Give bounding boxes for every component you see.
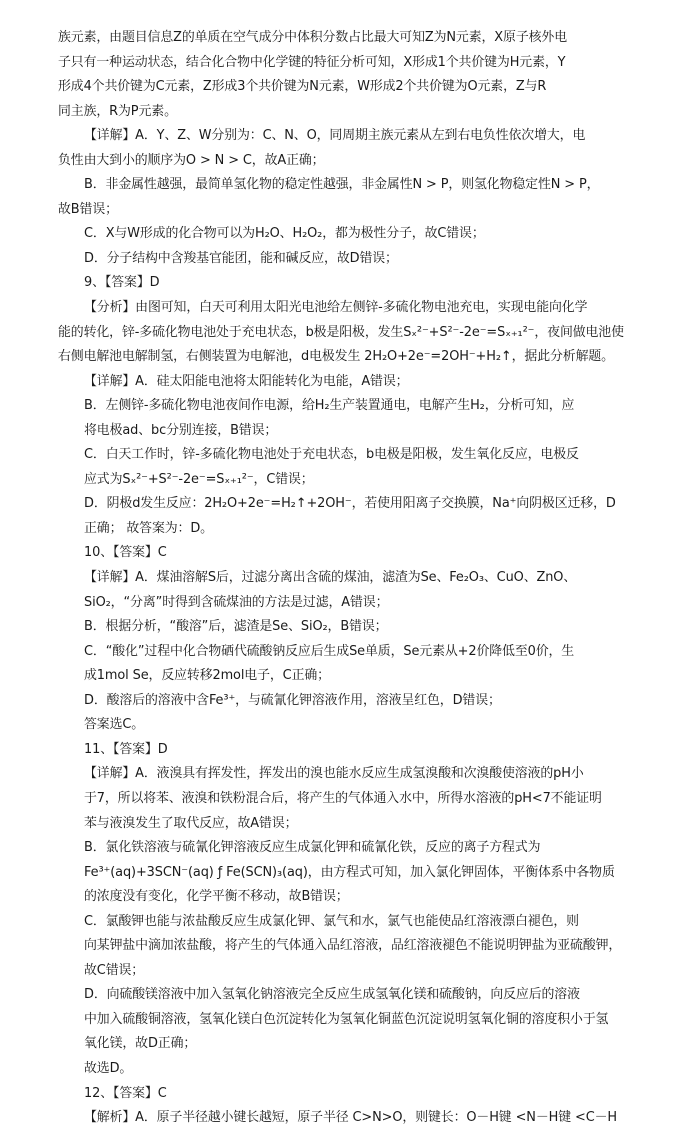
text-line: 【分析】由图可知，白天可利用太阳光电池给左侧锌-多硫化物电池充电，实现电能向化学 [84,300,588,316]
text-line: C．“酸化”过程中化合物硒代硫酸钠反应后生成Se单质，Se元素从+2价降低至0价，生 [84,643,575,659]
text-line: B．根据分析，“酸溶”后，滤渣是Se、SiO₂，B错误； [84,619,388,635]
text-line: 负性由大到小的顺序为O > N > C，故A正确； [58,152,325,168]
text-line: 苯与液溴发生了取代反应，故A错误； [84,815,298,831]
text-line: 将电极ad、bc分别连接，B错误； [84,422,278,438]
text-line: D．阴极d发生反应：2H₂O+2e⁻=H₂↑+2OH⁻，若使用阳离子交换膜，Na⁺向阴极区迁移，D [84,496,616,512]
text-line: B．氯化铁溶液与硫氰化钾溶液反应生成氯化钾和硫氰化铁，反应的离子方程式为 [84,840,541,856]
text-line: 【解析】A．原子半径越小键长越短，原子半径 C>N>O，则键长：O－H键 <N－H键 <C－H [84,1110,617,1126]
text-line: 向某钾盐中滴加浓盐酸，将产生的气体通入品红溶液，品红溶液褪色不能说明钾盐为亚硫酸钾， [84,938,622,954]
text-line: 成1mol Se，反应转移2mol电子，C正确； [84,668,330,684]
text-line: 10、【答案】C [84,545,167,561]
text-line: C．氯酸钾也能与浓盐酸反应生成氯化钾、氯气和水，氯气也能使品红溶液漂白褪色，则 [84,913,579,929]
text-line: 12、【答案】C [84,1085,167,1101]
text-line: 故选D。 [84,1060,133,1076]
text-line: 中加入硫酸铜溶液，氢氧化镁白色沉淀转化为氢氧化铜蓝色沉淀说明氢氧化铜的溶度积小于氢 [84,1011,609,1027]
text-line: 能的转化，锌-多硫化物电池处于充电状态，b极是阳极，发生Sₓ²⁻+S²⁻-2e⁻=Sₓ₊₁²⁻，夜间做电池使 [58,324,624,340]
text-line: D．酸溶后的溶液中含Fe³⁺，与硫氰化钾溶液作用，溶液呈红色，D错误； [84,692,501,708]
text-line: 故B错误； [58,201,118,217]
text-line: 故C错误； [84,962,145,978]
text-line: D．分子结构中含羧基官能团，能和碱反应，故D错误； [84,250,398,266]
text-line: 正确； 故答案为：D。 [84,520,213,536]
text-line: B．非金属性越强，最简单氢化物的稳定性越强，非金属性N > P，则氢化物稳定性N > P， [84,177,600,193]
text-line: 族元素，由题目信息Z的单质在空气成分中体积分数占比最大可知Z为N元素，X原子核外电 [58,30,567,45]
text-line: 【详解】A．液溴具有挥发性，挥发出的溴也能水反应生成氢溴酸和次溴酸使溶液的pH小 [84,766,584,782]
text-line: 【详解】A．Y、Z、W分别为：C、N、O，同周期主族元素从左到右电负性依次增大，电 [84,128,586,144]
text-line: D．向硫酸镁溶液中加入氢氧化钠溶液完全反应生成氢氧化镁和硫酸钠，向反应后的溶液 [84,987,580,1003]
text-line: SiO₂，“分离”时得到含硫煤油的方法是过滤，A错误； [84,594,389,610]
text-line: B．左侧锌-多硫化物电池夜间作电源，给H₂生产装置通电，电解产生H₂，分析可知，应 [84,398,575,414]
text-line: 右侧电解池电解制氢，右侧装置为电解池，d电极发生 2H₂O+2e⁻=2OH⁻+H₂↑，据此分析解题。 [58,349,614,365]
text-line: 【详解】A．硅太阳能电池将太阳能转化为电能，A错误； [84,373,409,389]
text-line: 于7，所以将苯、液溴和铁粉混合后，将产生的气体通入水中，所得水溶液的pH<7不能证明 [84,790,602,806]
text-line: 子只有一种运动状态，结合化合物中化学键的特征分析可知，X形成1个共价键为H元素，Y [58,54,566,70]
text-line: 9、【答案】D [84,275,160,291]
text-line: C．X与W形成的化合物可以为H₂O、H₂O₂，都为极性分子，故C错误； [84,226,485,242]
text-line: 答案选C。 [84,717,145,733]
text-line: 氧化镁，故D正确； [84,1036,197,1052]
text-line: Fe³⁺(aq)+3SCN⁻(aq) ƒ Fe(SCN)₃(aq)，由方程式可知，加入氯化钾固体，平衡体系中各物质 [84,864,615,880]
text-line: 应式为Sₓ²⁻+S²⁻-2e⁻=Sₓ₊₁²⁻，C错误； [84,471,314,487]
text-line: 的浓度没有变化，化学平衡不移动，故B错误； [84,889,349,905]
text-line: 形成4个共价键为C元素，Z形成3个共价键为N元素，W形成2个共价键为O元素，Z与R [58,79,547,95]
text-line: 同主族，R为P元素。 [58,103,177,119]
text-line: 【详解】A．煤油溶解S后，过滤分离出含硫的煤油，滤渣为Se、Fe₂O₃、CuO、ZnO、 [84,570,577,586]
text-line: 11、【答案】D [84,741,168,757]
text-line: C．白天工作时，锌-多硫化物电池处于充电状态，b电极是阳极，发生氧化反应，电极反 [84,447,579,463]
